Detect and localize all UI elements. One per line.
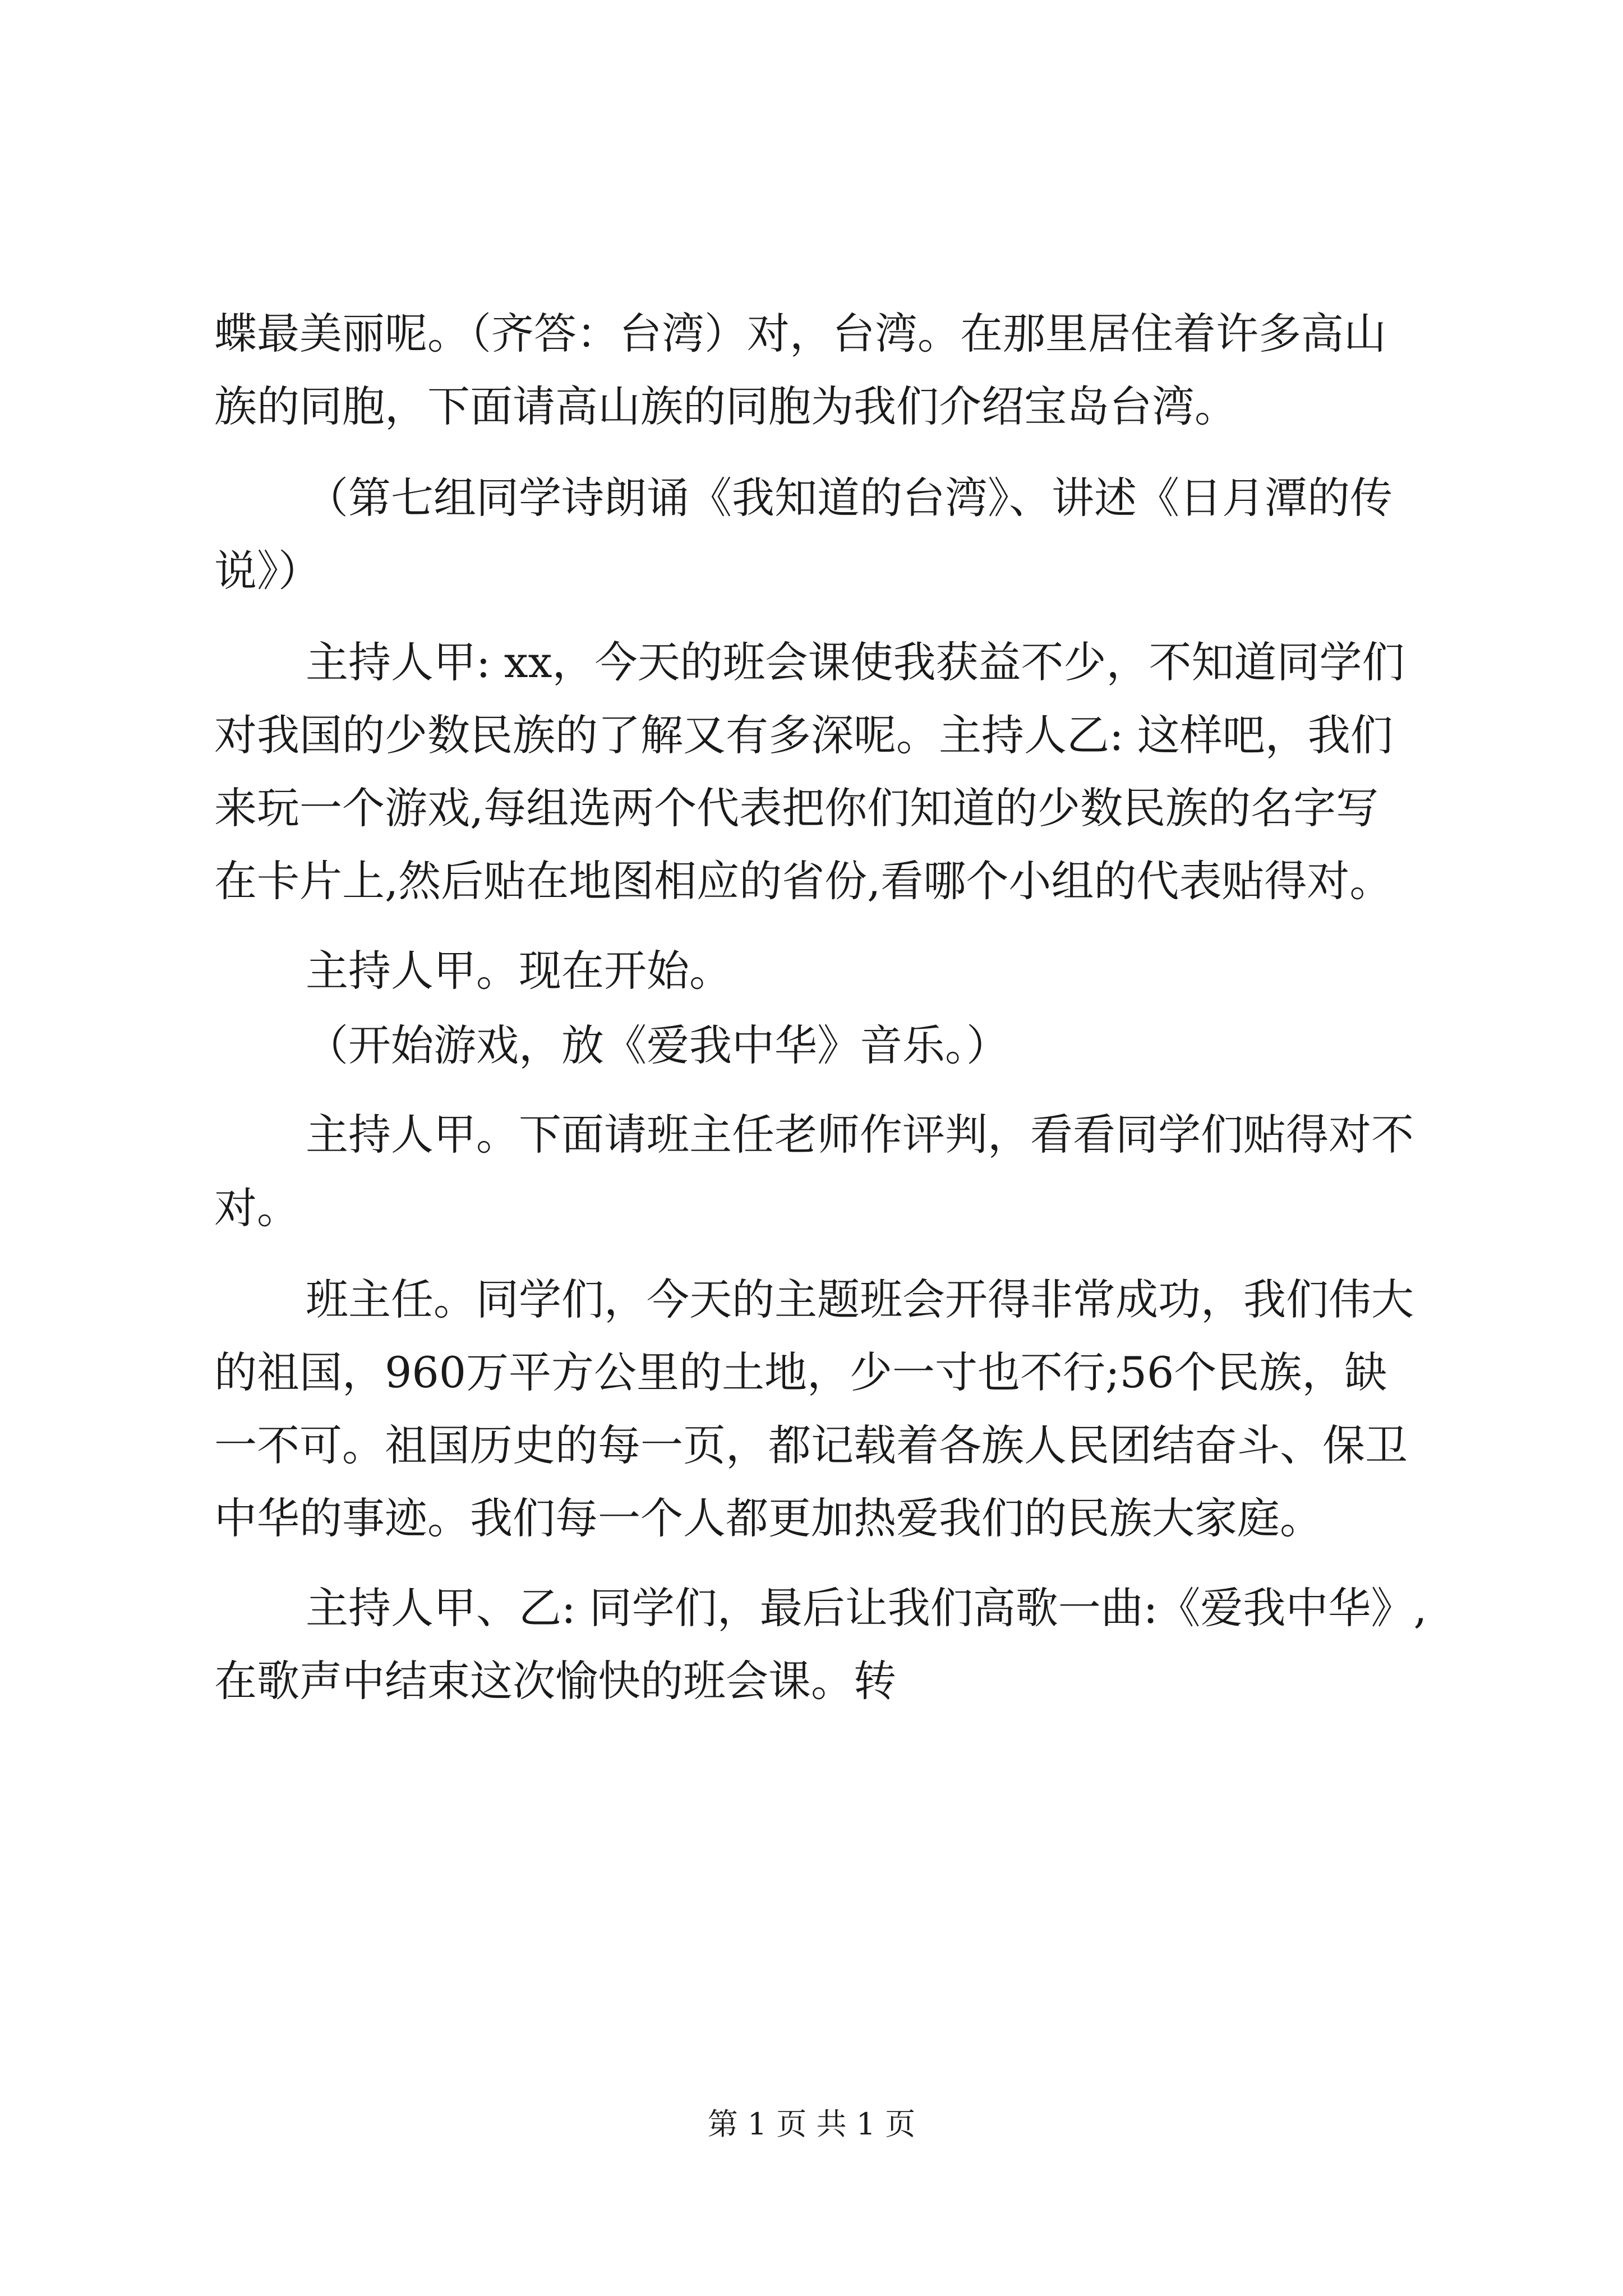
text-line-5: 主持人甲: xx，今天的班会课使我获益不少，不知道同学们 bbox=[306, 637, 1405, 687]
text-line-8: 在卡片上,然后贴在地图相应的省份,看哪个小组的代表贴得对。 bbox=[214, 856, 1393, 906]
text-line-3: （第七组同学诗朗诵《我知道的台湾》、讲述《日月潭的传 bbox=[306, 473, 1393, 523]
text-line-10: （开始游戏，放《爱我中华》音乐。） bbox=[306, 1020, 1009, 1070]
text-line-11: 主持人甲。下面请班主任老师作评判，看看同学们贴得对不 bbox=[306, 1110, 1414, 1159]
text-line-15: 一不可。祖国历史的每一页，都记载着各族人民团结奋斗、保卫 bbox=[214, 1420, 1408, 1470]
text-line-12: 对。 bbox=[214, 1183, 299, 1233]
text-line-14: 的祖国，960万平方公里的土地，少一寸也不行;56个民族，缺 bbox=[214, 1347, 1387, 1397]
text-line-2: 族的同胞，下面请高山族的同胞为我们介绍宝岛台湾。 bbox=[214, 381, 1237, 431]
text-line-1: 蝶最美丽呢。（齐答：台湾）对，台湾。在那里居住着许多高山 bbox=[214, 309, 1386, 358]
text-line-17: 主持人甲、乙: 同学们，最后让我们高歌一曲:《爱我中华》, bbox=[306, 1583, 1427, 1633]
text-line-16: 中华的事迹。我们每一个人都更加热爱我们的民族大家庭。 bbox=[214, 1493, 1322, 1543]
text-line-4: 说》） bbox=[214, 546, 321, 596]
text-line-9: 主持人甲。现在开始。 bbox=[306, 946, 732, 996]
text-line-13: 班主任。同学们，今天的主题班会开得非常成功，我们伟大 bbox=[306, 1274, 1414, 1324]
text-line-7: 来玩一个游戏,每组选两个代表把你们知道的少数民族的名字写 bbox=[214, 783, 1379, 833]
text-line-18: 在歌声中结束这次愉快的班会课。转 bbox=[214, 1656, 896, 1706]
page-number-footer: 第 1 页 共 1 页 bbox=[707, 2106, 916, 2142]
text-line-6: 对我国的少数民族的了解又有多深呢。主持人乙: 这样吧，我们 bbox=[214, 710, 1393, 760]
